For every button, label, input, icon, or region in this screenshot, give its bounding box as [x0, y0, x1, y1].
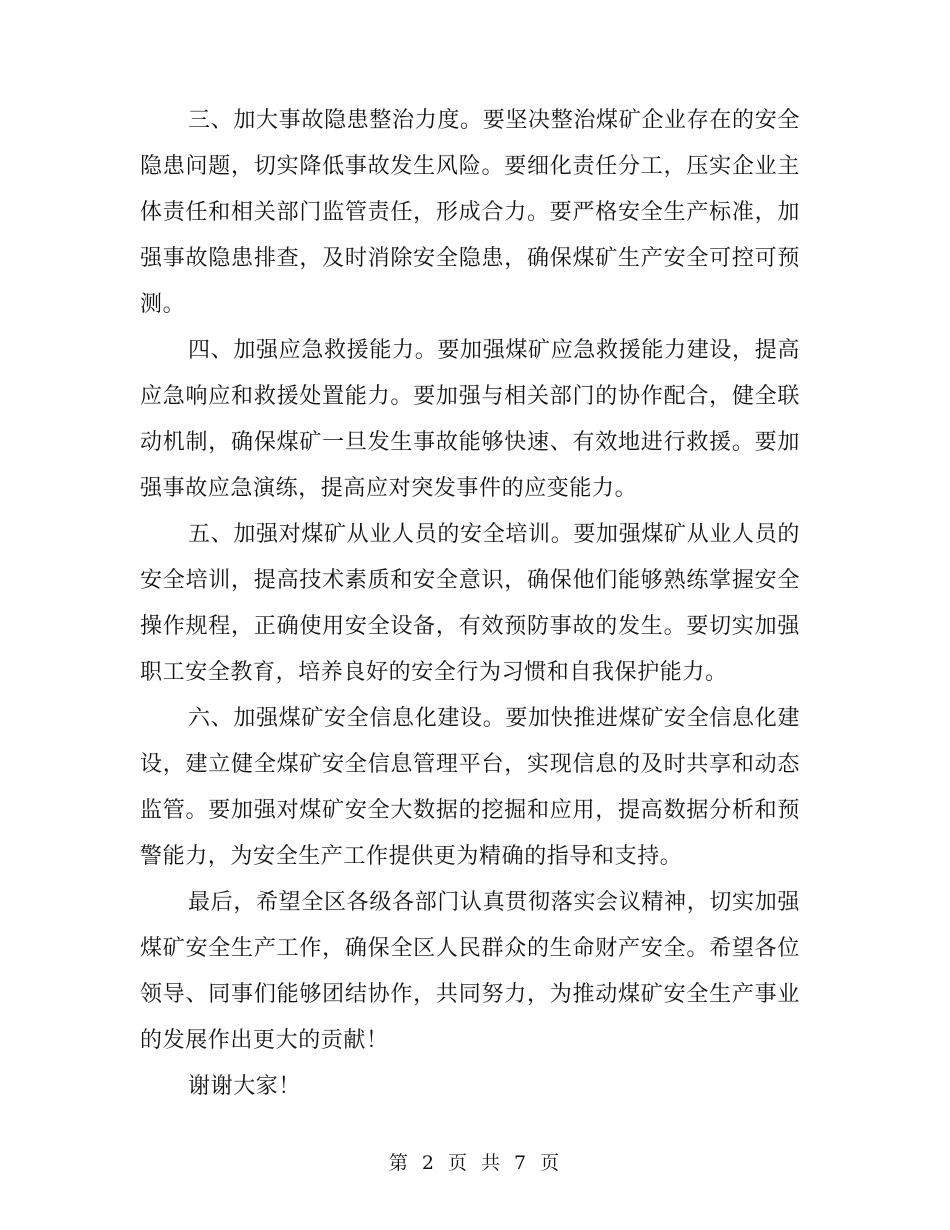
- page-number-footer: 第 2 页 共 7 页: [388, 1152, 562, 1174]
- paragraph-section-five: 五、加强对煤矿从业人员的安全培训。要加强煤矿从业人员的安全培训，提高技术素质和安全意识，确保他们能够熟练掌握安全操作规程，正确使用安全设备，有效预防事故的发生。要切实加强职工安全教育，培养良好的安全行为习惯和自我保护能力。: [140, 522, 800, 685]
- paragraph-section-four: 四、加强应急救援能力。要加强煤矿应急救援能力建设，提高应急响应和救援处置能力。要加强与相关部门的协作配合，健全联动机制，确保煤矿一旦发生事故能够快速、有效地进行救援。要加强事故应急演练，提高应对突发事件的应变能力。: [140, 338, 800, 501]
- paragraph-section-six: 六、加强煤矿安全信息化建设。要加快推进煤矿安全信息化建设，建立健全煤矿安全信息管理平台，实现信息的及时共享和动态监管。要加强对煤矿安全大数据的挖掘和应用，提高数据分析和预警能力，为安全生产工作提供更为精确的指导和支持。: [140, 706, 800, 869]
- paragraph-thanks: 谢谢大家！: [188, 1074, 302, 1099]
- paragraph-section-three: 三、加大事故隐患整治力度。要坚决整治煤矿企业存在的安全隐患问题，切实降低事故发生风险。要细化责任分工，压实企业主体责任和相关部门监管责任，形成合力。要严格安全生产标准，加强事故隐患排查，及时消除安全隐患，确保煤矿生产安全可控可预测。: [140, 108, 800, 317]
- document-body: [140, 98, 800, 1110]
- paragraph-closing: 最后，希望全区各级各部门认真贯彻落实会议精神，切实加强煤矿安全生产工作，确保全区人民群众的生命财产安全。希望各位领导、同事们能够团结协作，共同努力，为推动煤矿安全生产事业的发展作出更大的贡献！: [140, 890, 800, 1053]
